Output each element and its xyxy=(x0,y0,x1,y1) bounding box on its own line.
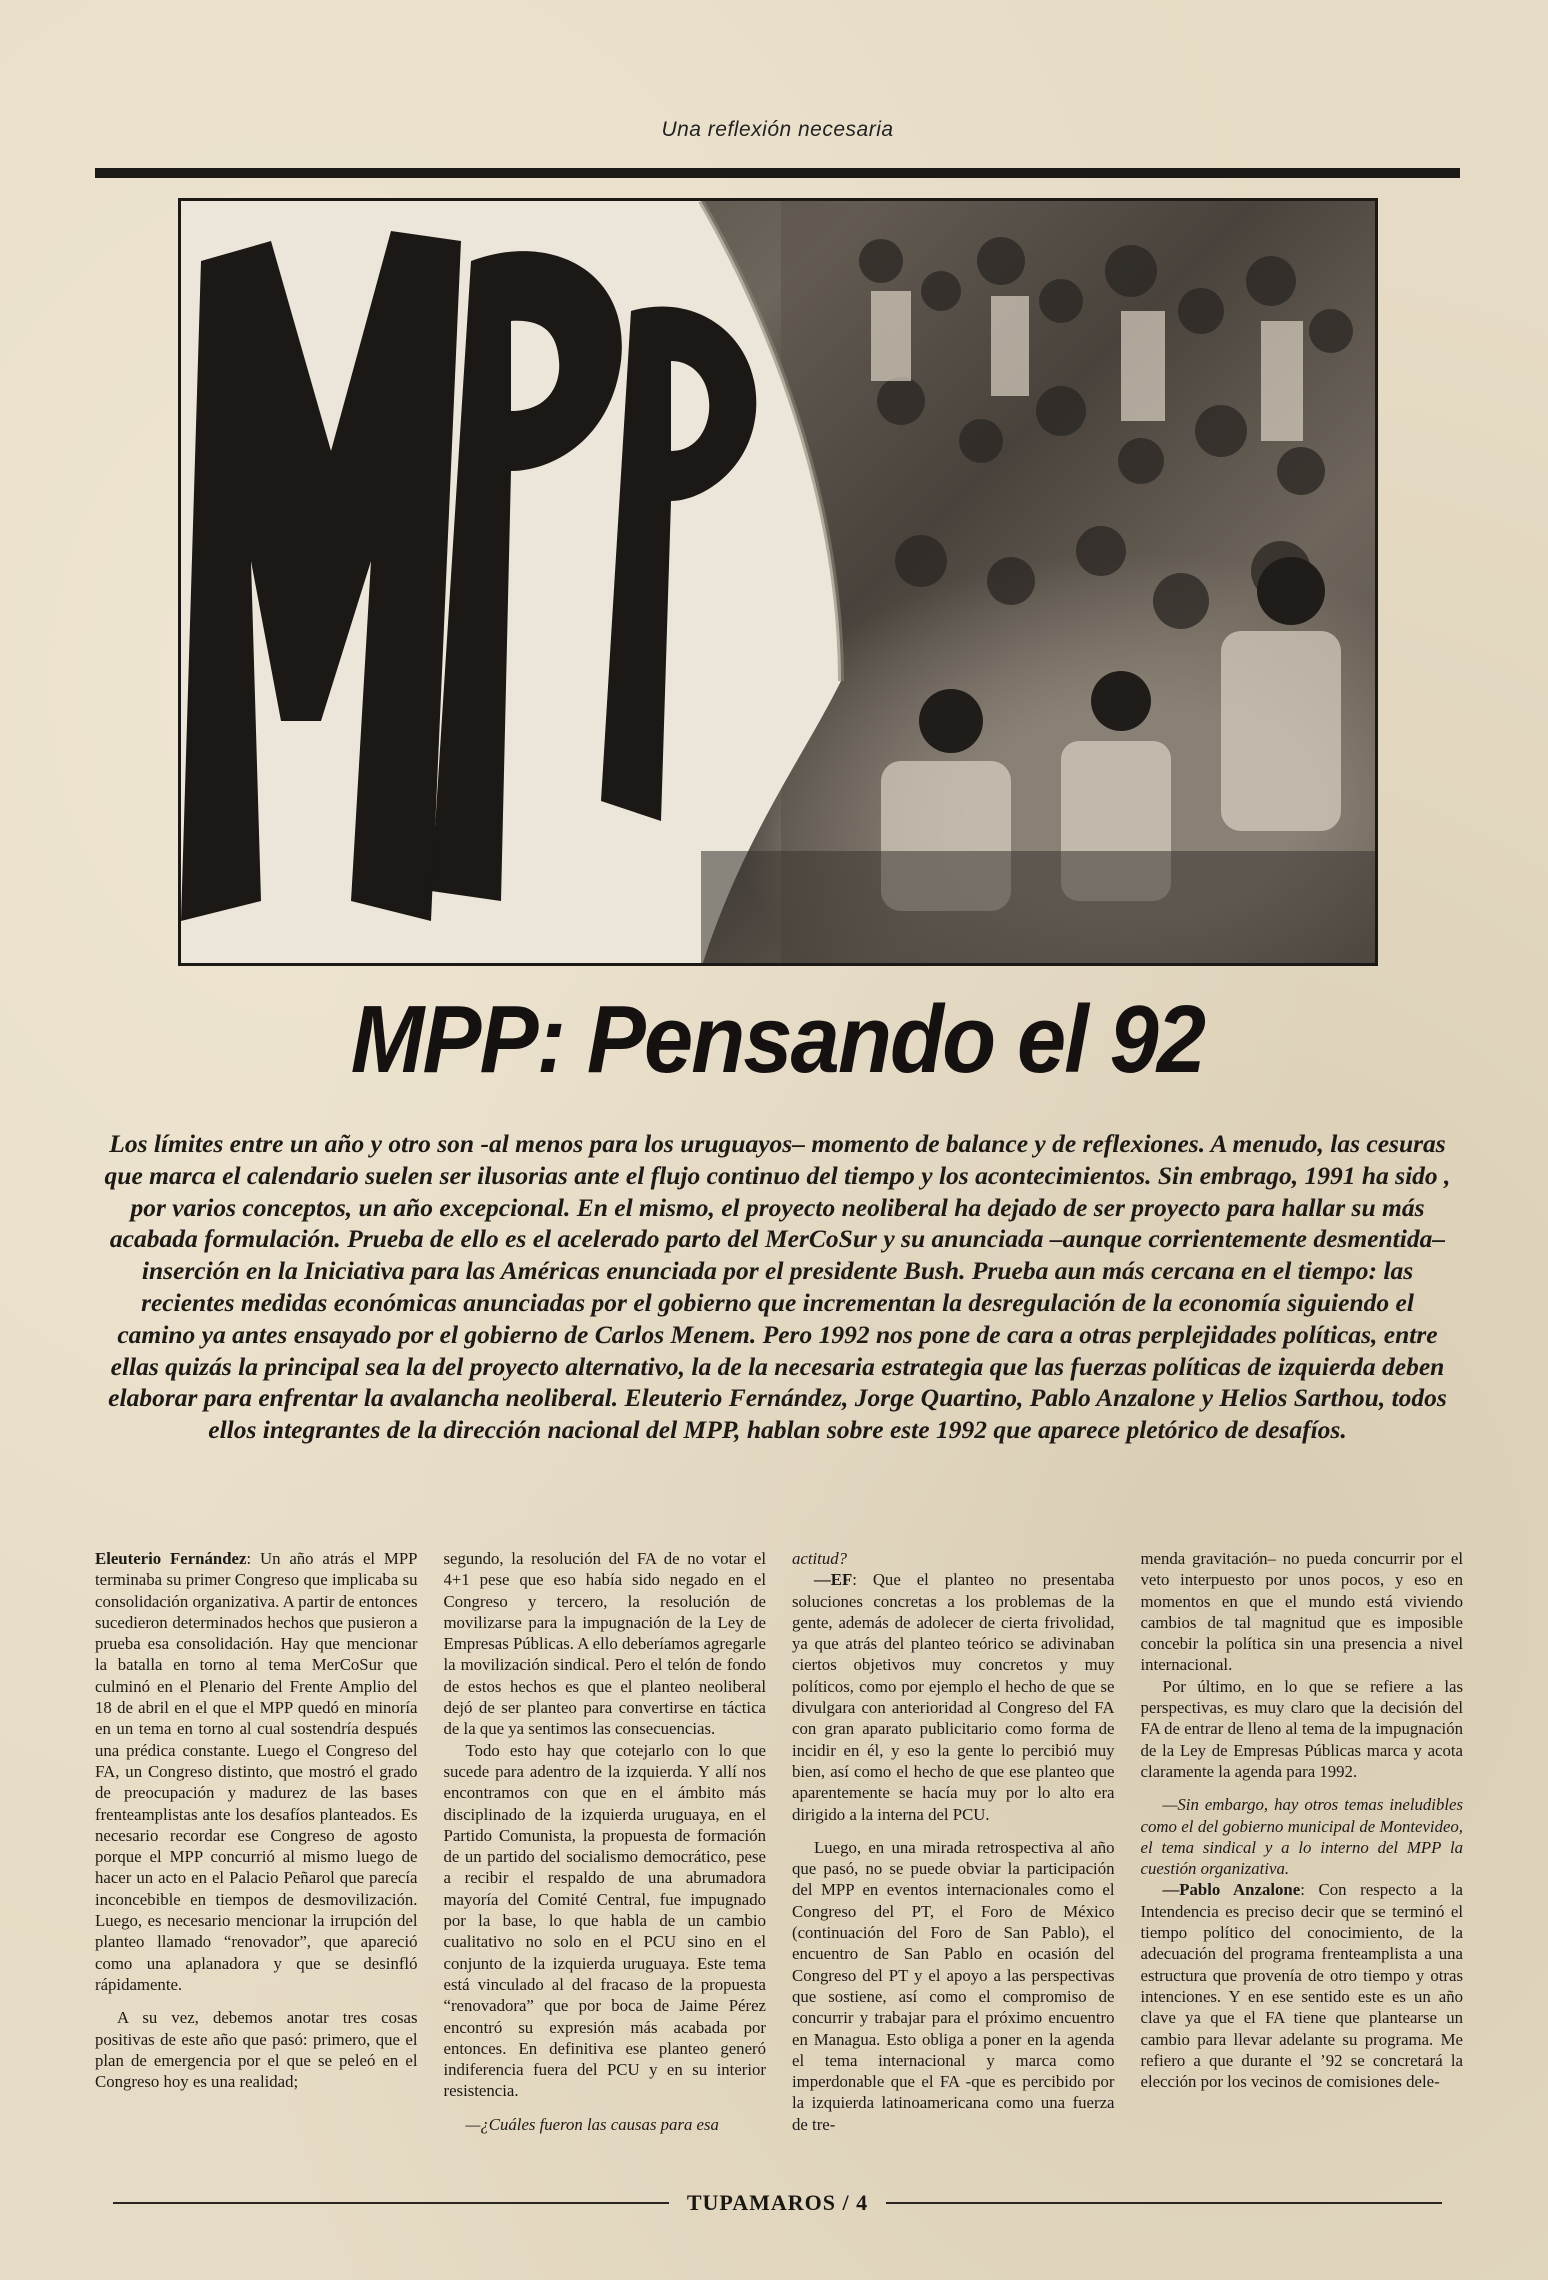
paragraph: A su vez, debemos anotar tres cosas positivas de este año que pasó: primero, que el plan de emergencia por el que se peleó en el Congreso hoy es una realidad; xyxy=(95,2008,418,2092)
article-column-2 xyxy=(444,1548,767,2173)
paragraph xyxy=(1141,1879,1464,2092)
footer-rule-right xyxy=(886,2202,1442,2204)
section-header: Una reflexión necesaria xyxy=(661,118,894,141)
paragraph: Todo esto hay que cotejarlo con lo que sucede para adentro de la izquierda. Y allí nos encontramos con que en el ámbito más disciplinado de la izquierda uruguaya, en el Partido Comunista, la propuesta de formación de un partido del socialismo democrático, pese a recibir el respaldo de una abrumadora mayoría del Comité Central, fue impugnado por la base, lo que habla de un cambio cualitativo no solo en el PCU sino en el conjunto de la izquierda uruguaya. Este tema está vinculado al del fracaso de la propuesta “renovadora” que por boca de Jaime Pérez encontró su expresión más acabada por entonces. En definitiva ese planteo generó indiferencia fuera del PCU y en su interior resistencia. xyxy=(443,1740,766,2101)
paragraph-text: : Con respecto a la Intendencia es preciso decir que se terminó el tiempo político del conocimiento, de la adecuación del programa frenteamplista a una estructura que provenía de otro tiempo y otras intenciones. Y en ese sentido este es un año clave ya que el FA tiene que plantearse un cambio para llevar adelante su programa. Me refiero a que durante el ’92 se concretará la elección por los vecinos de comisiones dele- xyxy=(1140,1880,1463,2092)
interviewer-question: actitud? xyxy=(792,1549,847,1568)
article-column-4 xyxy=(1141,1548,1464,2173)
article-column-3 xyxy=(792,1548,1115,2173)
paragraph-text: : Que el planteo no presentaba soluciones concretas a los problemas de la gente, además de adolecer de cierta frivolidad, ya que atrás del planteo teórico se adivinaban ciertos objetivos muy concretos y muy políticos, como por ejemplo el hecho de que se divulgara con anterioridad al Congreso del FA con gran aparato publicitario como forma de incidir en él, y eso la gente lo percibió muy bien, así como el hecho de que ese planteo que aparentemente se hacía muy por lo alto era dirigido a la interna del PCU. xyxy=(792,1570,1115,1824)
article-column-1 xyxy=(95,1548,418,2173)
rally-photo xyxy=(178,198,1378,966)
paragraph-text: : Un año atrás el MPP terminaba su primer Congreso que implicaba su consolidación organizativa. A partir de entonces sucedieron determinados hechos que pusieron a prueba esa consolidación. Hay que mencionar la batalla en torno al tema MerCoSur que culminó en el Plenario del Frente Amplio del 18 de abril en el que el MPP quedó en minoría en un tema en torno al cual sostendría después una prédica constante. Luego el Congreso del FA, un Congreso distinto, que mostró el grado de preocupación y madurez de las bases frenteamplistas ante los desafíos planteados. Es necesario recordar ese Congreso de agosto porque el MPP concurrió al mismo luego de hacer un acto en el Palacio Peñarol que parecía inconcebible en tiempos de desmovilización. Luego, es necesario mencionar la irrupción del planteo llamado “renovador”, que apareció como una aplanadora y que se desinfló rápidamente. xyxy=(95,1549,418,1994)
paragraph xyxy=(95,1548,418,1995)
speaker-name: —Pablo Anzalone xyxy=(1162,1880,1301,1900)
footer-page-label: TUPAMAROS / 4 xyxy=(686,2190,869,2215)
paragraph: Por último, en lo que se refiere a las perspectivas, es muy claro que la decisión del FA de entrar de lleno al tema de la impugnación de la Ley de Empresas Públicas marca y acota claramente la agenda para 1992. xyxy=(1140,1676,1463,1781)
interviewer-question: —¿Cuáles fueron las causas para esa xyxy=(465,2114,719,2134)
speaker-name: —EF xyxy=(814,1570,853,1590)
article-columns xyxy=(95,1548,1463,2173)
speaker-name: Eleuterio Fernández xyxy=(95,1549,247,1568)
paragraph xyxy=(792,1569,1115,1825)
rally-photo-illustration xyxy=(181,201,1378,966)
page-footer xyxy=(95,2188,1460,2218)
paragraph: menda gravitación– no pueda concurrir por el veto interpuesto por unos pocos, y eso en momentos en que el mundo está viviendo cambios de tal magnitud que es imposible concebir la política sin una presencia a nivel internacional. xyxy=(1140,1549,1463,1675)
paragraph: segundo, la resolución del FA de no votar el 4+1 pese que eso había sido negado en el Congreso y tercero, la resolución de movilizarse para la impugnación de la Ley de Empresas Públicas. A ello deberíamos agregarle la movilización sindical. Pero el telón de fondo de estos hechos es que el planteo neoliberal dejó de ser planteo para convertirse en táctica de la que ya sentimos las consecuencias. xyxy=(443,1549,766,1739)
paragraph: Luego, en una mirada retrospectiva al año que pasó, no se puede obviar la participación del MPP en eventos internacionales como el Congreso del PT, el Foro de México (continuación del Foro de San Pablo), el encuentro de San Pablo en ocasión del Congreso del PT y el apoyo a las perspectivas que sostiene, así como el compromiso de concurrir y trabajar para el próximo encuentro en Managua. Esto obliga a poner en la agenda el tema internacional y marca como imperdonable que el FA -que es percibido por la izquierda latinoamericana como una fuerza de tre- xyxy=(792,1837,1115,2134)
headline: MPP: Pensando el 92 xyxy=(350,986,1205,1093)
footer-rule-left xyxy=(113,2202,669,2204)
interviewer-question: —Sin embargo, hay otros temas ineludibles como el del gobierno municipal de Montevideo, el tema sindical y a lo interno del MPP la cuestión organizativa. xyxy=(1140,1795,1463,1879)
header-rule xyxy=(95,168,1460,178)
lead-paragraph: Los límites entre un año y otro son -al menos para los uruguayos– momento de balance y de reflexiones. A menudo, las cesuras que marca el calendario suelen ser ilusorias ante el flujo continuo del tiempo y los acontecimientos. Sin embrago, 1991 ha sido , por varios conceptos, un año excepcional. En el mismo, el proyecto neoliberal ha dejado de ser proyecto para hallar su más acabada formulación. Prueba de ello es el acelerado parto del MerCoSur y su anunciada –aunque corrientemente desmentida– inserción en la Iniciativa para las Américas enunciada por el presidente Bush. Prueba aun más cercana en el tiempo: las recientes medidas económicas anunciadas por el gobierno que incrementan la desregulación de la economía siguiendo el camino ya antes ensayado por el gobierno de Carlos Menem. Pero 1992 nos pone de cara a otras perplejidades políticas, entre ellas quizás la principal sea la del proyecto alternativo, la de la necesaria estrategia que las fuerzas políticas de izquierda deben elaborar para enfrentar la avalancha neoliberal. Eleuterio Fernández, Jorge Quartino, Pablo Anzalone y Helios Sarthou, todos ellos integrantes de la dirección nacional del MPP, hablan sobre este 1992 que aparece pletórico de desafíos. xyxy=(104,1129,1451,1445)
